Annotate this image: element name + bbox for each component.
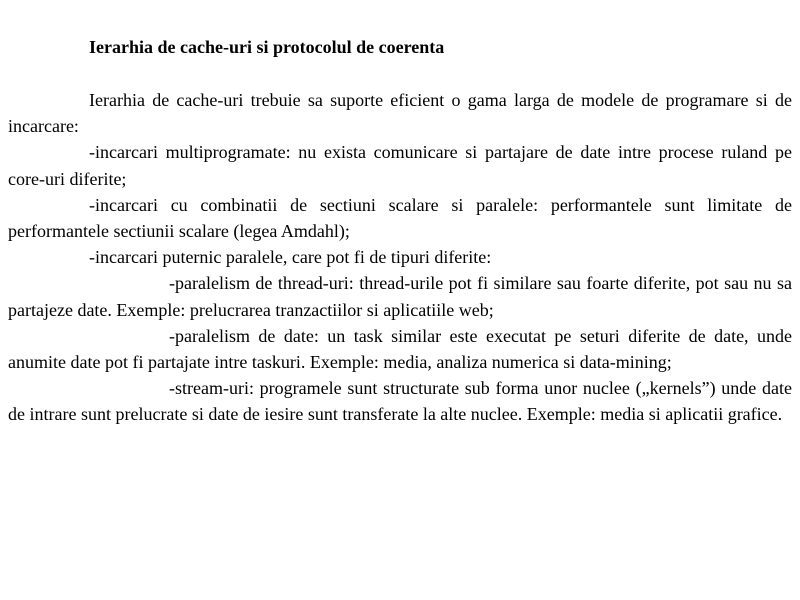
intro-paragraph: Ierarhia de cache-uri trebuie sa suporte eficient o gama larga de modele de programare si de incarcare: — [8, 90, 792, 137]
list-item-multiprogram: -incarcari multiprogramate: nu exista comunicare si partajare de date intre procese ruland pe core-uri diferite; — [8, 142, 792, 189]
sublist-item-streams: -stream-uri: programele sunt structurate sub forma unor nuclee („kernels”) unde date de intrare sunt prelucrate si date de iesire sunt transferate la alte nuclee. Exemple: media si aplicatii grafice. — [8, 378, 792, 425]
list-item-strongly-parallel: -incarcari puternic paralele, care pot fi de tipuri diferite: — [89, 247, 492, 268]
sublist-item-thread-parallelism: -paralelism de thread-uri: thread-urile pot fi similare sau foarte diferite, pot sau nu sa partajeze date. Exemple: prelucrarea tranzactiilor si aplicatiile web; — [8, 273, 792, 320]
document-title: Ierarhia de cache-uri si protocolul de coerenta — [89, 37, 445, 57]
list-item-scalar-parallel: -incarcari cu combinatii de sectiuni scalare si paralele: performantele sunt limitate de performantele sectiunii scalare (legea Amdahl); — [8, 194, 792, 242]
document-body — [8, 87, 792, 428]
sublist-item-data-parallelism: -paralelism de date: un task similar este executat pe seturi diferite de date, unde anumite date pot fi partajate intre taskuri. Exemple: media, analiza numerica si data-mining; — [8, 325, 792, 373]
